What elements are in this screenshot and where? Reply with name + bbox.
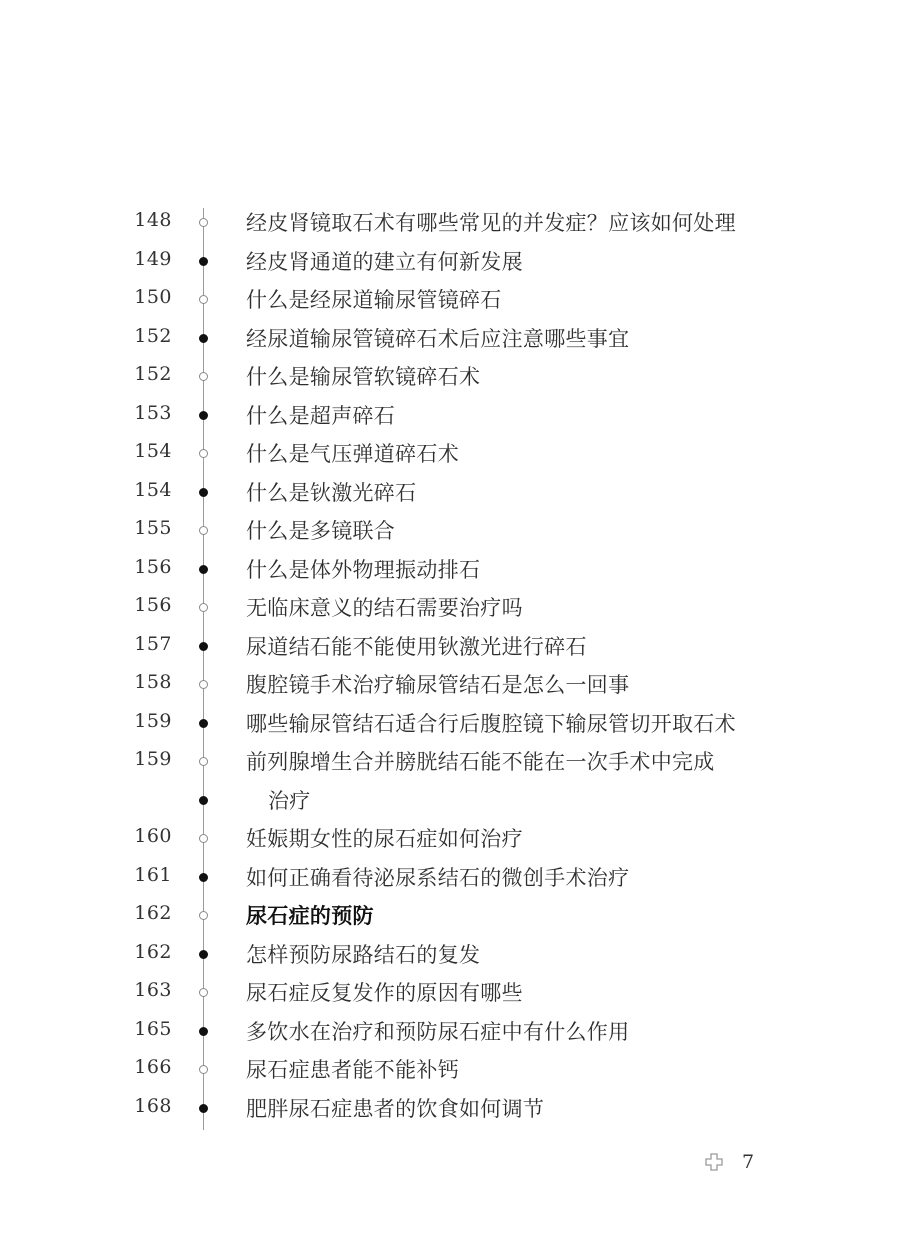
toc-entry-title: 哪些输尿管结石适合行后腹腔镜下输尿管切开取石术	[246, 711, 736, 736]
toc-page-number: 155	[134, 517, 172, 539]
toc-entry	[0, 1089, 900, 1128]
toc-entry	[0, 242, 900, 281]
open-circle-marker-icon	[199, 372, 208, 381]
toc-entry	[0, 781, 900, 820]
toc-page-number: 166	[134, 1056, 172, 1078]
filled-dot-marker-icon	[199, 950, 208, 959]
toc-page-number: 156	[134, 594, 172, 616]
toc-entry	[0, 819, 900, 858]
open-circle-marker-icon	[199, 603, 208, 612]
toc-entry-title: 什么是体外物理振动排石	[246, 557, 481, 582]
toc-entry-title: 腹腔镜手术治疗输尿管结石是怎么一回事	[246, 673, 630, 697]
toc-page-number: 150	[134, 286, 172, 308]
toc-entry	[0, 665, 900, 704]
open-circle-marker-icon	[199, 988, 208, 997]
cross-icon	[705, 1153, 723, 1171]
open-circle-marker-icon	[199, 1065, 208, 1074]
toc-entry-title: 肥胖尿石症患者的饮食如何调节	[246, 1096, 545, 1121]
toc-entry-title: 无临床意义的结石需要治疗吗	[246, 596, 523, 620]
toc-entry	[0, 1012, 900, 1051]
filled-dot-marker-icon	[199, 411, 208, 420]
toc-section-heading: 尿石症的预防	[246, 904, 374, 928]
toc-entry	[0, 550, 900, 589]
toc-entry-title: 什么是气压弹道碎石术	[246, 442, 459, 466]
toc-page-number: 165	[134, 1017, 172, 1040]
toc-entry	[0, 511, 900, 550]
filled-dot-marker-icon	[199, 642, 208, 651]
toc-page-number: 160	[134, 825, 172, 847]
toc-entry-title: 经尿道输尿管镜碎石术后应注意哪些事宜	[246, 326, 630, 351]
toc-entry	[0, 704, 900, 743]
toc-entry-title: 经皮肾镜取石术有哪些常见的并发症？应该如何处理	[246, 211, 736, 235]
toc-page-number: 162	[134, 902, 172, 924]
toc-page-number: 148	[134, 209, 172, 231]
toc-section-heading-row	[0, 896, 900, 935]
toc-entry	[0, 588, 900, 627]
toc-page-number: 152	[134, 363, 172, 385]
filled-dot-marker-icon	[199, 334, 208, 343]
page-footer	[705, 1151, 765, 1175]
toc-entry	[0, 434, 900, 473]
toc-page-number: 168	[134, 1094, 172, 1117]
open-circle-marker-icon	[199, 834, 208, 843]
toc-page-number: 156	[134, 555, 172, 578]
toc-entry-title: 如何正确看待泌尿系结石的微创手术治疗	[246, 865, 630, 890]
toc-entry-title: 什么是经尿道输尿管镜碎石	[246, 288, 502, 312]
table-of-contents	[0, 203, 900, 1127]
toc-page-number: 159	[134, 748, 172, 770]
toc-entry	[0, 319, 900, 358]
toc-page-number: 152	[134, 324, 172, 347]
toc-page-number: 159	[134, 709, 172, 732]
toc-page-number: 154	[134, 440, 172, 462]
toc-entry-title: 怎样预防尿路结石的复发	[246, 942, 481, 967]
toc-entry	[0, 203, 900, 242]
toc-page-number: 163	[134, 979, 172, 1001]
toc-entry-title: 经皮肾通道的建立有何新发展	[246, 249, 523, 274]
toc-entry-title: 多饮水在治疗和预防尿石症中有什么作用	[246, 1019, 630, 1044]
open-circle-marker-icon	[199, 449, 208, 458]
toc-entry	[0, 627, 900, 666]
toc-entry-title: 前列腺增生合并膀胱结石能不能在一次手术中完成	[246, 750, 715, 774]
toc-page-number: 154	[134, 478, 172, 501]
filled-dot-marker-icon	[199, 1027, 208, 1036]
toc-entry-title: 尿石症患者能不能补钙	[246, 1058, 459, 1082]
toc-page-number: 149	[134, 247, 172, 270]
open-circle-marker-icon	[199, 295, 208, 304]
toc-page-number: 162	[134, 940, 172, 963]
toc-entry-title: 什么是超声碎石	[246, 403, 396, 428]
open-circle-marker-icon	[199, 526, 208, 535]
filled-dot-marker-icon	[199, 565, 208, 574]
toc-entry	[0, 396, 900, 435]
filled-dot-marker-icon	[199, 488, 208, 497]
filled-dot-marker-icon	[199, 1104, 208, 1113]
filled-dot-marker-icon	[199, 719, 208, 728]
toc-entry	[0, 973, 900, 1012]
toc-entry-title: 什么是多镜联合	[246, 519, 396, 543]
toc-entry	[0, 473, 900, 512]
toc-page-number: 161	[134, 863, 172, 886]
toc-entry	[0, 280, 900, 319]
toc-entry-title: 妊娠期女性的尿石症如何治疗	[246, 827, 523, 851]
toc-entry	[0, 1050, 900, 1089]
open-circle-marker-icon	[199, 911, 208, 920]
toc-entry-title: 尿石症反复发作的原因有哪些	[246, 981, 523, 1005]
toc-entry-title: 治疗	[268, 788, 311, 813]
filled-dot-marker-icon	[199, 257, 208, 266]
toc-page-number: 153	[134, 401, 172, 424]
toc-entry	[0, 357, 900, 396]
toc-page-number: 157	[134, 632, 172, 655]
toc-entry-title: 什么是输尿管软镜碎石术	[246, 365, 481, 389]
toc-entry-title: 尿道结石能不能使用钬激光进行碎石	[246, 634, 587, 659]
toc-entry	[0, 742, 900, 781]
toc-entry	[0, 858, 900, 897]
open-circle-marker-icon	[199, 218, 208, 227]
filled-dot-marker-icon	[199, 796, 208, 805]
open-circle-marker-icon	[199, 680, 208, 689]
filled-dot-marker-icon	[199, 873, 208, 882]
open-circle-marker-icon	[199, 757, 208, 766]
page-number: 7	[742, 1151, 755, 1173]
toc-entry-title: 什么是钬激光碎石	[246, 480, 417, 505]
toc-entry	[0, 935, 900, 974]
toc-page-number: 158	[134, 671, 172, 693]
